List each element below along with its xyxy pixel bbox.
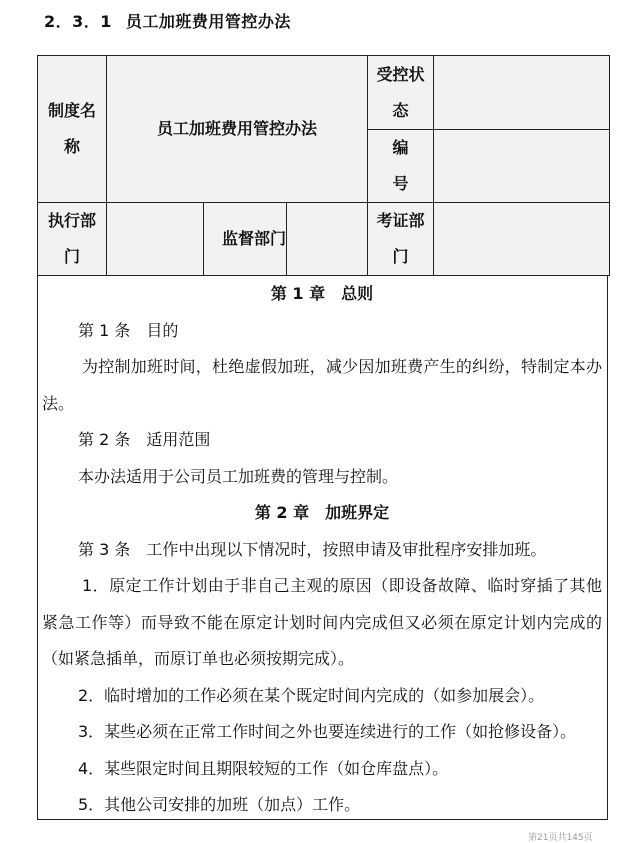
chapter-2-title: 第 2 章 加班界定 [254,503,390,522]
document-body [38,276,606,824]
system-name-value-cell [107,56,368,203]
assess-dept-value-cell[interactable] [434,203,610,276]
control-status-value-cell[interactable] [434,56,610,130]
system-name-value: 员工加班费用管控办法 [157,119,318,138]
assess-dept-label: 考证部门 [376,211,425,266]
article-1-title: 第 1 条 目的 [78,320,179,340]
list-item-1: 1．原定工作计划由于非自己主观的原因（即设备故障、临时穿插了其他紧急工作等）而导致不能在原定计划时间内完成但又必须在原定计划内完成的（如紧急插单，而原订单也必须按期完成）。 [42,576,602,668]
section-heading [44,9,291,32]
header-table [37,55,610,276]
article-2-text: 本办法适用于公司员工加班费的管理与控制。 [78,466,399,486]
list-item-4: 4．某些限定时间且期限较短的工作（如仓库盘点）。 [78,758,449,778]
number-label: 编号 [392,138,409,193]
supervise-dept-label-cell [204,203,287,276]
control-status-label-cell [368,56,434,130]
exec-dept-label: 执行部门 [47,211,96,266]
number-label-cell [368,130,434,203]
control-status-label: 受控状态 [376,64,425,120]
section-title: 员工加班费用管控办法 [125,12,291,31]
chapter-1-title: 第 1 章 总则 [270,284,374,303]
assess-dept-label-cell [368,203,434,276]
supervise-dept-value-cell[interactable] [287,203,368,276]
list-item-5: 5．其他公司安排的加班（加点）工作。 [78,795,361,814]
list-item-3: 3．某些必须在正常工作时间之外也要连续进行的工作（如抢修设备）。 [78,722,577,741]
list-item-2: 2．临时增加的工作必须在某个既定时间内完成的（如参加展会）。 [78,685,545,705]
system-name-label-cell [38,56,107,203]
supervise-dept-label: 监督部门 [221,229,286,248]
article-2-title: 第 2 条 适用范围 [78,430,211,449]
article-3-text: 第 3 条 工作中出现以下情况时，按照申请及审批程序安排加班。 [78,539,547,559]
page-footer: 第21页共145页 [528,833,593,843]
section-number: 2．3．1 [44,12,112,31]
number-value-cell[interactable] [434,130,610,203]
system-name-label: 制度名称 [47,101,96,156]
article-1-text: 为控制加班时间，杜绝虚假加班，减少因加班费产生的纠纷，特制定本办法。 [42,357,602,413]
exec-dept-label-cell [38,203,107,276]
exec-dept-value-cell[interactable] [107,203,204,276]
